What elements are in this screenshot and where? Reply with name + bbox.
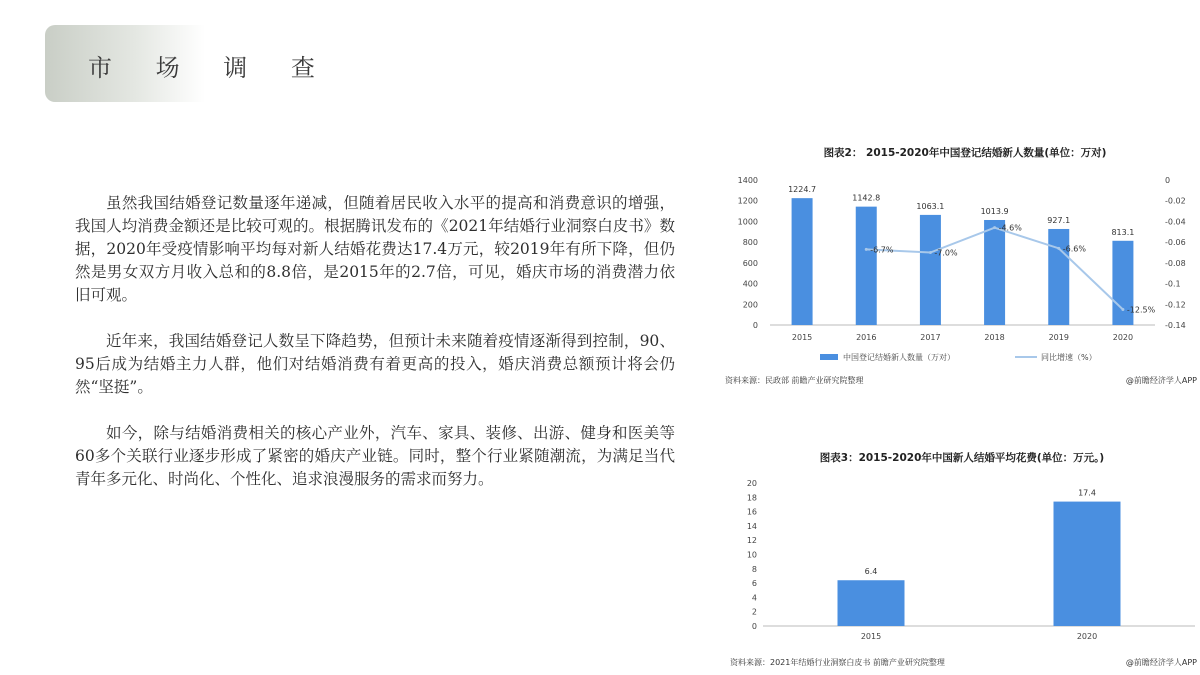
chart2-y-tick: 4 [751,593,757,603]
chart2-y-tick: 20 [746,479,757,488]
chart2-title: 图表3：2015-2020年中国新人结婚平均花费(单位：万元。) [819,452,1105,464]
chart1-y2-tick: -0.04 [1165,217,1186,227]
paragraph-2: 近年来，我国结婚登记人数呈下降趋势，但预计未来随着疫情逐渐得到控制，90、95后成为结婚主力人群，他们对结婚消费有着更高的投入，婚庆消费总额预计将会仍然“坚挺”。 [75,332,675,396]
chart1-y-tick: 400 [742,279,758,289]
chart1-bar [920,215,941,325]
paragraph-1: 虽然我国结婚登记数量逐年递减，但随着居民收入水平的提高和消费意识的增强，我国人均消费金额还是比较可观的。根据腾讯发布的《2021年结婚行业洞察白皮书》数据，2020年受疫情影响平均每对新人结婚花费达17.4万元，较2019年有所下降，但仍然是男女双方月收入总和的8.8倍，是2015年的2.7倍，可见，婚庆市场的消费潜力依旧可观。 [75,194,675,304]
chart1-credit: @前瞻经济学人APP [1125,376,1197,385]
chart2-y-tick: 10 [746,550,757,560]
legend-bar-label: 中国登记结婚新人数量（万对） [843,353,955,362]
chart1-bar-label: 1013.9 [980,206,1009,216]
chart2-y-tick: 2 [751,607,757,617]
chart1-bar-label: 927.1 [1047,215,1071,225]
chart1-bar-label: 1063.1 [916,201,945,211]
chart1-y-tick: 1000 [737,217,758,227]
chart1-x-tick: 2020 [1112,333,1134,342]
chart1-bar-label: 1142.8 [852,193,881,203]
chart1-bar-label: 813.1 [1111,227,1135,237]
chart1-y-tick: 0 [752,321,758,330]
chart2-bar-label: 17.4 [1078,488,1096,498]
chart2-y-tick: 16 [746,507,757,517]
chart1-y2-tick: -0.12 [1165,300,1186,310]
chart1-y-tick: 600 [742,258,758,268]
chart1-x-tick: 2019 [1048,333,1069,342]
chart2-bar-label: 6.4 [864,567,878,577]
chart1-growth-point [993,226,996,229]
chart1-bar [856,207,877,325]
chart1-x-tick: 2018 [984,333,1005,342]
chart1-y-tick: 200 [742,300,758,310]
chart1-title: 图表2： 2015-2020年中国登记结婚新人数量(单位：万对) [823,147,1107,159]
chart2-bar [1054,502,1121,626]
wedding-cost-chart [725,444,1200,675]
chart1-y2-tick: -0.14 [1165,321,1186,330]
paragraph-3: 如今，除与结婚消费相关的核心产业外，汽车、家具、装修、出游、健身和医美等60多个关联行业逐步形成了紧密的婚庆产业链。同时，整个行业紧随潮流，为满足当代青年多元化、时尚化、个性化、追求浪漫服务的需求而努力。 [75,424,675,488]
chart2-y-tick: 6 [751,579,757,589]
chart2-x-tick: 2020 [1076,632,1098,641]
chart1-y2-tick: -0.02 [1165,196,1186,206]
chart2-source: 资料来源：2021年结婚行业洞察白皮书 前瞻产业研究院整理 [730,658,945,667]
chart1-x-tick: 2017 [920,333,941,342]
chart1-y2-tick: -0.06 [1165,238,1186,248]
chart2-x-tick: 2015 [860,632,882,641]
chart2-bar [838,580,905,626]
chart1-growth-label: -7.0% [934,248,958,258]
body-text [75,192,675,514]
chart1-y-tick: 1400 [737,176,758,185]
chart1-growth-label: -6.7% [870,245,894,255]
chart1-growth-point [865,248,868,251]
chart1-x-tick: 2016 [856,333,877,342]
chart1-y-tick: 1200 [737,196,758,206]
chart1-growth-point [1121,308,1124,311]
chart1-growth-point [1057,247,1060,250]
chart2-y-tick: 8 [751,564,757,574]
chart2-y-tick: 0 [751,622,757,631]
chart1-y-tick: 800 [742,238,758,248]
chart1-y2-tick: -0.1 [1165,279,1181,289]
marriage-registration-chart [725,140,1200,390]
page-title: 市 场 调 查 [88,54,333,82]
chart1-bar [792,198,813,325]
chart1-growth-label: -12.5% [1126,305,1156,315]
legend-bar-swatch [820,354,838,360]
chart1-y2-tick: -0.08 [1165,258,1186,268]
chart1-bar [984,220,1005,325]
chart1-growth-point [929,251,932,254]
chart2-y-tick: 14 [746,521,757,531]
chart1-source: 资料来源：民政部 前瞻产业研究院整理 [725,376,864,385]
chart1-growth-label: -6.6% [1062,244,1086,254]
chart1-bar-label: 1224.7 [788,185,817,195]
chart1-y2-tick: 0 [1165,176,1171,185]
chart1-x-tick: 2015 [791,333,813,342]
chart2-y-tick: 18 [746,493,757,503]
legend-line-label: 同比增速（%） [1041,353,1097,362]
chart2-y-tick: 12 [746,536,757,546]
chart2-credit: @前瞻经济学人APP [1125,658,1197,667]
chart1-growth-label: -4.6% [998,223,1022,233]
